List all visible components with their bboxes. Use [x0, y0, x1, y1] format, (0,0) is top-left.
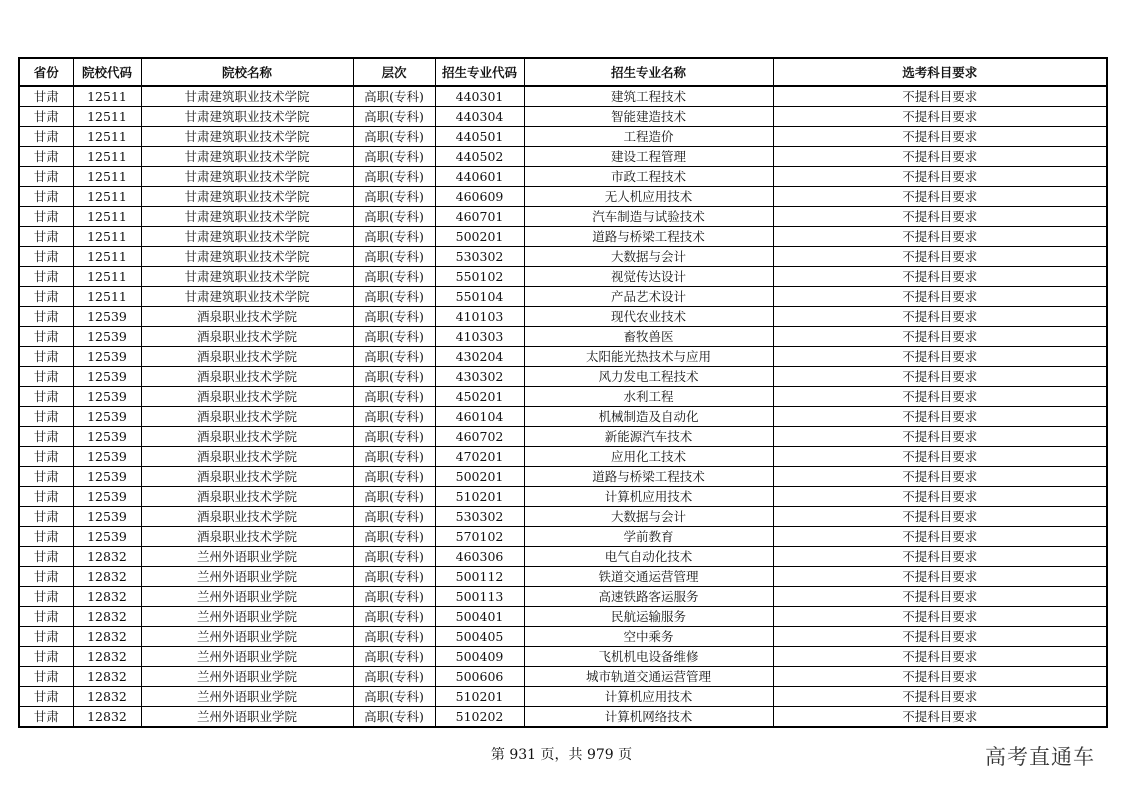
subject-requirement-cell: 不提科目要求: [773, 647, 1107, 667]
table-row: [19, 167, 1107, 187]
school-code-cell: 12539: [73, 467, 141, 487]
province-cell: 甘肃: [19, 327, 73, 347]
province-cell: 甘肃: [19, 447, 73, 467]
major-code-cell: 510201: [435, 487, 524, 507]
major-name-cell: 建筑工程技术: [524, 86, 773, 107]
major-name-cell: 太阳能光热技术与应用: [524, 347, 773, 367]
major-code-cell: 570102: [435, 527, 524, 547]
table-row: [19, 447, 1107, 467]
school-name-cell: 酒泉职业技术学院: [141, 507, 353, 527]
watermark-logo: 高考直通车: [985, 745, 1095, 769]
table-row: [19, 427, 1107, 447]
school-code-cell: 12832: [73, 547, 141, 567]
school-code-cell: 12511: [73, 127, 141, 147]
province-cell: 甘肃: [19, 107, 73, 127]
province-cell: 甘肃: [19, 667, 73, 687]
school-name-cell: 甘肃建筑职业技术学院: [141, 267, 353, 287]
subject-requirement-cell: 不提科目要求: [773, 447, 1107, 467]
level-cell: 高职(专科): [353, 467, 435, 487]
major-code-cell: 500405: [435, 627, 524, 647]
major-name-cell: 民航运输服务: [524, 607, 773, 627]
subject-requirement-cell: 不提科目要求: [773, 207, 1107, 227]
subject-requirement-cell: 不提科目要求: [773, 187, 1107, 207]
major-code-cell: 430302: [435, 367, 524, 387]
province-cell: 甘肃: [19, 187, 73, 207]
major-name-cell: 市政工程技术: [524, 167, 773, 187]
school-name-cell: 甘肃建筑职业技术学院: [141, 287, 353, 307]
school-code-cell: 12832: [73, 667, 141, 687]
enrollment-table: [18, 57, 1108, 728]
province-cell: 甘肃: [19, 207, 73, 227]
province-cell: 甘肃: [19, 367, 73, 387]
header-major-name: 招生专业名称: [524, 58, 773, 86]
level-cell: 高职(专科): [353, 227, 435, 247]
table-row: [19, 86, 1107, 107]
major-code-cell: 500112: [435, 567, 524, 587]
major-name-cell: 建设工程管理: [524, 147, 773, 167]
major-name-cell: 计算机应用技术: [524, 687, 773, 707]
header-school-name: 院校名称: [141, 58, 353, 86]
school-name-cell: 酒泉职业技术学院: [141, 367, 353, 387]
province-cell: 甘肃: [19, 427, 73, 447]
province-cell: 甘肃: [19, 527, 73, 547]
major-name-cell: 工程造价: [524, 127, 773, 147]
subject-requirement-cell: 不提科目要求: [773, 427, 1107, 447]
table-row: [19, 487, 1107, 507]
table-row: [19, 287, 1107, 307]
level-cell: 高职(专科): [353, 547, 435, 567]
school-name-cell: 甘肃建筑职业技术学院: [141, 147, 353, 167]
table-row: [19, 667, 1107, 687]
school-code-cell: 12539: [73, 407, 141, 427]
subject-requirement-cell: 不提科目要求: [773, 627, 1107, 647]
major-name-cell: 电气自动化技术: [524, 547, 773, 567]
level-cell: 高职(专科): [353, 207, 435, 227]
level-cell: 高职(专科): [353, 687, 435, 707]
table-row: [19, 687, 1107, 707]
table-row: [19, 367, 1107, 387]
major-code-cell: 500113: [435, 587, 524, 607]
level-cell: 高职(专科): [353, 707, 435, 728]
major-name-cell: 现代农业技术: [524, 307, 773, 327]
table-row: [19, 227, 1107, 247]
subject-requirement-cell: 不提科目要求: [773, 687, 1107, 707]
province-cell: 甘肃: [19, 86, 73, 107]
major-code-cell: 430204: [435, 347, 524, 367]
subject-requirement-cell: 不提科目要求: [773, 567, 1107, 587]
school-name-cell: 甘肃建筑职业技术学院: [141, 227, 353, 247]
header-province: 省份: [19, 58, 73, 86]
major-code-cell: 450201: [435, 387, 524, 407]
level-cell: 高职(专科): [353, 187, 435, 207]
school-name-cell: 兰州外语职业学院: [141, 547, 353, 567]
school-name-cell: 甘肃建筑职业技术学院: [141, 127, 353, 147]
major-code-cell: 440501: [435, 127, 524, 147]
major-name-cell: 畜牧兽医: [524, 327, 773, 347]
major-name-cell: 铁道交通运营管理: [524, 567, 773, 587]
level-cell: 高职(专科): [353, 587, 435, 607]
level-cell: 高职(专科): [353, 527, 435, 547]
level-cell: 高职(专科): [353, 427, 435, 447]
major-code-cell: 460609: [435, 187, 524, 207]
school-name-cell: 酒泉职业技术学院: [141, 307, 353, 327]
major-name-cell: 汽车制造与试验技术: [524, 207, 773, 227]
table-row: [19, 307, 1107, 327]
table-row: [19, 707, 1107, 728]
subject-requirement-cell: 不提科目要求: [773, 507, 1107, 527]
level-cell: 高职(专科): [353, 307, 435, 327]
school-name-cell: 酒泉职业技术学院: [141, 387, 353, 407]
major-name-cell: 风力发电工程技术: [524, 367, 773, 387]
major-name-cell: 计算机网络技术: [524, 707, 773, 728]
table-body: [19, 86, 1107, 727]
major-name-cell: 水利工程: [524, 387, 773, 407]
school-code-cell: 12539: [73, 507, 141, 527]
subject-requirement-cell: 不提科目要求: [773, 587, 1107, 607]
province-cell: 甘肃: [19, 467, 73, 487]
level-cell: 高职(专科): [353, 327, 435, 347]
school-code-cell: 12832: [73, 687, 141, 707]
header-school-code: 院校代码: [73, 58, 141, 86]
level-cell: 高职(专科): [353, 667, 435, 687]
level-cell: 高职(专科): [353, 567, 435, 587]
table-row: [19, 407, 1107, 427]
subject-requirement-cell: 不提科目要求: [773, 167, 1107, 187]
school-name-cell: 酒泉职业技术学院: [141, 427, 353, 447]
subject-requirement-cell: 不提科目要求: [773, 247, 1107, 267]
school-name-cell: 兰州外语职业学院: [141, 607, 353, 627]
table-row: [19, 607, 1107, 627]
school-code-cell: 12832: [73, 707, 141, 728]
major-code-cell: 470201: [435, 447, 524, 467]
header-major-code: 招生专业代码: [435, 58, 524, 86]
subject-requirement-cell: 不提科目要求: [773, 86, 1107, 107]
province-cell: 甘肃: [19, 387, 73, 407]
level-cell: 高职(专科): [353, 247, 435, 267]
table-row: [19, 647, 1107, 667]
school-code-cell: 12511: [73, 227, 141, 247]
school-code-cell: 12539: [73, 527, 141, 547]
school-name-cell: 甘肃建筑职业技术学院: [141, 187, 353, 207]
school-code-cell: 12511: [73, 86, 141, 107]
major-code-cell: 440301: [435, 86, 524, 107]
major-name-cell: 空中乘务: [524, 627, 773, 647]
page-number: 第 931 页，共 979 页: [490, 747, 633, 763]
major-code-cell: 550104: [435, 287, 524, 307]
table-row: [19, 127, 1107, 147]
table-row: [19, 107, 1107, 127]
major-code-cell: 500201: [435, 467, 524, 487]
school-name-cell: 兰州外语职业学院: [141, 667, 353, 687]
province-cell: 甘肃: [19, 267, 73, 287]
major-code-cell: 460104: [435, 407, 524, 427]
school-name-cell: 甘肃建筑职业技术学院: [141, 247, 353, 267]
major-name-cell: 城市轨道交通运营管理: [524, 667, 773, 687]
level-cell: 高职(专科): [353, 607, 435, 627]
province-cell: 甘肃: [19, 307, 73, 327]
province-cell: 甘肃: [19, 707, 73, 728]
level-cell: 高职(专科): [353, 507, 435, 527]
school-name-cell: 酒泉职业技术学院: [141, 407, 353, 427]
school-name-cell: 酒泉职业技术学院: [141, 527, 353, 547]
province-cell: 甘肃: [19, 567, 73, 587]
major-name-cell: 应用化工技术: [524, 447, 773, 467]
province-cell: 甘肃: [19, 347, 73, 367]
major-name-cell: 飞机机电设备维修: [524, 647, 773, 667]
province-cell: 甘肃: [19, 147, 73, 167]
province-cell: 甘肃: [19, 227, 73, 247]
major-name-cell: 无人机应用技术: [524, 187, 773, 207]
level-cell: 高职(专科): [353, 267, 435, 287]
table-row: [19, 347, 1107, 367]
level-cell: 高职(专科): [353, 86, 435, 107]
subject-requirement-cell: 不提科目要求: [773, 307, 1107, 327]
school-name-cell: 兰州外语职业学院: [141, 587, 353, 607]
major-code-cell: 500606: [435, 667, 524, 687]
table-row: [19, 187, 1107, 207]
school-name-cell: 甘肃建筑职业技术学院: [141, 207, 353, 227]
table-row: [19, 507, 1107, 527]
school-code-cell: 12539: [73, 427, 141, 447]
table-header-row: [19, 58, 1107, 86]
major-name-cell: 计算机应用技术: [524, 487, 773, 507]
major-code-cell: 510201: [435, 687, 524, 707]
subject-requirement-cell: 不提科目要求: [773, 467, 1107, 487]
school-name-cell: 兰州外语职业学院: [141, 647, 353, 667]
province-cell: 甘肃: [19, 627, 73, 647]
school-code-cell: 12511: [73, 107, 141, 127]
level-cell: 高职(专科): [353, 127, 435, 147]
major-code-cell: 500201: [435, 227, 524, 247]
subject-requirement-cell: 不提科目要求: [773, 367, 1107, 387]
major-code-cell: 500409: [435, 647, 524, 667]
subject-requirement-cell: 不提科目要求: [773, 347, 1107, 367]
school-code-cell: 12511: [73, 147, 141, 167]
province-cell: 甘肃: [19, 507, 73, 527]
school-code-cell: 12511: [73, 267, 141, 287]
school-code-cell: 12832: [73, 627, 141, 647]
school-name-cell: 酒泉职业技术学院: [141, 347, 353, 367]
school-name-cell: 甘肃建筑职业技术学院: [141, 167, 353, 187]
table-row: [19, 327, 1107, 347]
level-cell: 高职(专科): [353, 647, 435, 667]
school-code-cell: 12539: [73, 387, 141, 407]
table-row: [19, 587, 1107, 607]
subject-requirement-cell: 不提科目要求: [773, 407, 1107, 427]
header-level: 层次: [353, 58, 435, 86]
subject-requirement-cell: 不提科目要求: [773, 607, 1107, 627]
subject-requirement-cell: 不提科目要求: [773, 527, 1107, 547]
province-cell: 甘肃: [19, 687, 73, 707]
province-cell: 甘肃: [19, 247, 73, 267]
major-code-cell: 440502: [435, 147, 524, 167]
major-name-cell: 高速铁路客运服务: [524, 587, 773, 607]
school-name-cell: 酒泉职业技术学院: [141, 447, 353, 467]
table-row: [19, 147, 1107, 167]
school-code-cell: 12539: [73, 307, 141, 327]
school-name-cell: 酒泉职业技术学院: [141, 327, 353, 347]
major-name-cell: 道路与桥梁工程技术: [524, 227, 773, 247]
school-name-cell: 兰州外语职业学院: [141, 687, 353, 707]
school-name-cell: 兰州外语职业学院: [141, 567, 353, 587]
school-code-cell: 12539: [73, 327, 141, 347]
school-code-cell: 12832: [73, 567, 141, 587]
province-cell: 甘肃: [19, 487, 73, 507]
major-name-cell: 产品艺术设计: [524, 287, 773, 307]
school-name-cell: 甘肃建筑职业技术学院: [141, 86, 353, 107]
subject-requirement-cell: 不提科目要求: [773, 267, 1107, 287]
table-row: [19, 567, 1107, 587]
province-cell: 甘肃: [19, 547, 73, 567]
school-name-cell: 甘肃建筑职业技术学院: [141, 107, 353, 127]
level-cell: 高职(专科): [353, 107, 435, 127]
school-code-cell: 12832: [73, 587, 141, 607]
major-code-cell: 530302: [435, 507, 524, 527]
school-code-cell: 12511: [73, 207, 141, 227]
major-code-cell: 460306: [435, 547, 524, 567]
school-code-cell: 12832: [73, 607, 141, 627]
level-cell: 高职(专科): [353, 147, 435, 167]
province-cell: 甘肃: [19, 287, 73, 307]
subject-requirement-cell: 不提科目要求: [773, 127, 1107, 147]
table-row: [19, 247, 1107, 267]
major-name-cell: 道路与桥梁工程技术: [524, 467, 773, 487]
subject-requirement-cell: 不提科目要求: [773, 327, 1107, 347]
school-code-cell: 12539: [73, 347, 141, 367]
major-name-cell: 机械制造及自动化: [524, 407, 773, 427]
subject-requirement-cell: 不提科目要求: [773, 227, 1107, 247]
school-name-cell: 酒泉职业技术学院: [141, 487, 353, 507]
major-name-cell: 大数据与会计: [524, 507, 773, 527]
school-code-cell: 12511: [73, 167, 141, 187]
school-code-cell: 12511: [73, 187, 141, 207]
level-cell: 高职(专科): [353, 167, 435, 187]
subject-requirement-cell: 不提科目要求: [773, 147, 1107, 167]
subject-requirement-cell: 不提科目要求: [773, 707, 1107, 728]
major-code-cell: 410103: [435, 307, 524, 327]
major-code-cell: 460701: [435, 207, 524, 227]
major-code-cell: 550102: [435, 267, 524, 287]
subject-requirement-cell: 不提科目要求: [773, 667, 1107, 687]
table-row: [19, 467, 1107, 487]
subject-requirement-cell: 不提科目要求: [773, 287, 1107, 307]
major-name-cell: 视觉传达设计: [524, 267, 773, 287]
major-code-cell: 500401: [435, 607, 524, 627]
table-row: [19, 267, 1107, 287]
school-name-cell: 酒泉职业技术学院: [141, 467, 353, 487]
level-cell: 高职(专科): [353, 407, 435, 427]
level-cell: 高职(专科): [353, 627, 435, 647]
major-name-cell: 大数据与会计: [524, 247, 773, 267]
school-code-cell: 12539: [73, 447, 141, 467]
subject-requirement-cell: 不提科目要求: [773, 547, 1107, 567]
table-row: [19, 547, 1107, 567]
major-code-cell: 440304: [435, 107, 524, 127]
province-cell: 甘肃: [19, 607, 73, 627]
province-cell: 甘肃: [19, 407, 73, 427]
major-name-cell: 学前教育: [524, 527, 773, 547]
province-cell: 甘肃: [19, 587, 73, 607]
major-code-cell: 460702: [435, 427, 524, 447]
school-name-cell: 兰州外语职业学院: [141, 707, 353, 728]
province-cell: 甘肃: [19, 647, 73, 667]
major-code-cell: 440601: [435, 167, 524, 187]
school-code-cell: 12511: [73, 247, 141, 267]
province-cell: 甘肃: [19, 127, 73, 147]
level-cell: 高职(专科): [353, 387, 435, 407]
subject-requirement-cell: 不提科目要求: [773, 107, 1107, 127]
table-row: [19, 627, 1107, 647]
table-row: [19, 207, 1107, 227]
level-cell: 高职(专科): [353, 487, 435, 507]
school-name-cell: 兰州外语职业学院: [141, 627, 353, 647]
major-code-cell: 410303: [435, 327, 524, 347]
school-code-cell: 12539: [73, 487, 141, 507]
major-code-cell: 510202: [435, 707, 524, 728]
province-cell: 甘肃: [19, 167, 73, 187]
header-subject-requirement: 选考科目要求: [773, 58, 1107, 86]
level-cell: 高职(专科): [353, 347, 435, 367]
table-row: [19, 527, 1107, 547]
level-cell: 高职(专科): [353, 367, 435, 387]
level-cell: 高职(专科): [353, 447, 435, 467]
table-row: [19, 387, 1107, 407]
subject-requirement-cell: 不提科目要求: [773, 487, 1107, 507]
school-code-cell: 12832: [73, 647, 141, 667]
level-cell: 高职(专科): [353, 287, 435, 307]
major-name-cell: 智能建造技术: [524, 107, 773, 127]
school-code-cell: 12539: [73, 367, 141, 387]
major-name-cell: 新能源汽车技术: [524, 427, 773, 447]
subject-requirement-cell: 不提科目要求: [773, 387, 1107, 407]
major-code-cell: 530302: [435, 247, 524, 267]
school-code-cell: 12511: [73, 287, 141, 307]
